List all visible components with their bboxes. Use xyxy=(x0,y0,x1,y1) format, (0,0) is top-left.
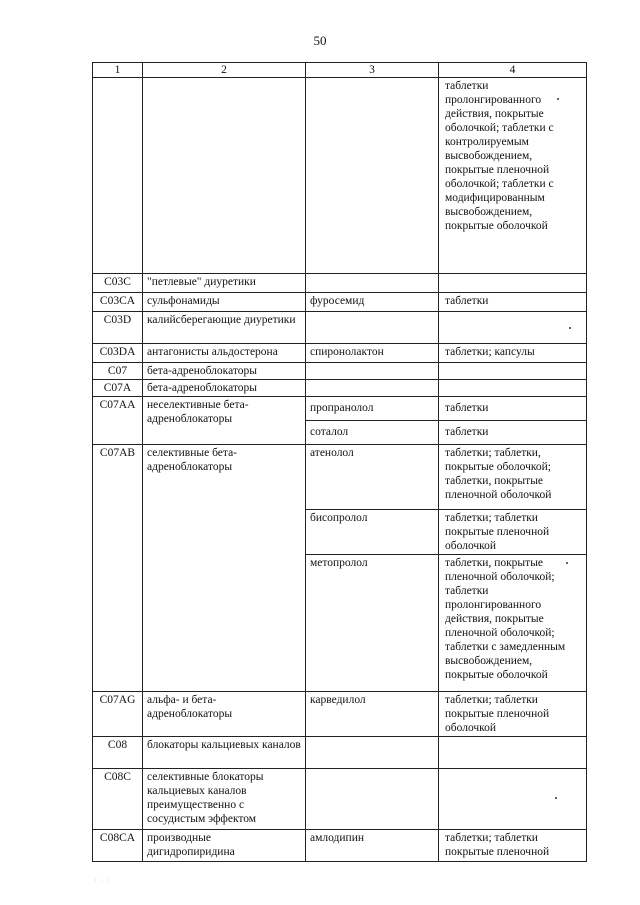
column-header-1: 1 xyxy=(93,63,143,78)
dosage-form-cell xyxy=(439,363,587,380)
dosage-form-cell xyxy=(439,312,587,344)
table-row-c07a xyxy=(93,380,587,397)
column-header-2: 2 xyxy=(143,63,306,78)
group-cell: бета-адреноблокаторы xyxy=(143,363,306,380)
column-header-4: 4 xyxy=(439,63,587,78)
drug-cell xyxy=(306,737,439,769)
drug-cell: пропранолол xyxy=(306,397,439,421)
table-row-c08 xyxy=(93,737,587,769)
drug-cell xyxy=(306,274,439,293)
atc-code-cell: C07AA xyxy=(93,397,143,445)
dosage-form-cell: таблетки; таблетки покрытые пленочной xyxy=(439,830,587,862)
group-cell: калийсберегающие диуретики xyxy=(143,312,306,344)
table-row-c07ag xyxy=(93,692,587,737)
page-number: 50 xyxy=(313,33,327,48)
atc-code-cell: C08C xyxy=(93,769,143,830)
group-cell: производные дигидропиридина xyxy=(143,830,306,862)
dosage-form-cell xyxy=(439,769,587,830)
dosage-form-cell: таблетки, покрытые пленочной оболочкой; таблетки пролонгированного действия, покрытые пленочной оболочкой; таблетки с замедленным высвобождением, покрытые оболочкой xyxy=(439,555,587,692)
drug-cell: соталол xyxy=(306,421,439,445)
scan-speck xyxy=(566,562,568,564)
column-header-3: 3 xyxy=(306,63,439,78)
drug-cell xyxy=(306,363,439,380)
drug-cell xyxy=(306,380,439,397)
atc-code-cell: C07AG xyxy=(93,692,143,737)
table-row-c03d xyxy=(93,312,587,344)
medication-table xyxy=(92,62,587,862)
group-cell: "петлевые" диуретики xyxy=(143,274,306,293)
atc-code-cell: C07A xyxy=(93,380,143,397)
scan-artifact-mark: · · · xyxy=(94,876,111,885)
drug-cell: фуросемид xyxy=(306,293,439,312)
atc-code-cell: C03DA xyxy=(93,344,143,363)
drug-cell: атенолол xyxy=(306,445,439,510)
group-cell xyxy=(143,78,306,274)
dosage-form-cell: таблетки xyxy=(439,421,587,445)
header-row xyxy=(93,63,587,78)
atc-code-cell xyxy=(93,78,143,274)
atc-code-cell: C08 xyxy=(93,737,143,769)
dosage-form-cell: таблетки пролонгированного действия, покрытые оболочкой; таблетки с контролируемым высвобождением, покрытые пленочной оболочкой; таблетки с модифицированным высвобождением, покрытые оболочкой xyxy=(439,78,587,274)
atc-code-cell: C03CA xyxy=(93,293,143,312)
table-row-c07 xyxy=(93,363,587,380)
group-cell: селективные бета-адреноблокаторы xyxy=(143,445,306,692)
atc-code-cell: C08CA xyxy=(93,830,143,862)
dosage-form-cell: таблетки xyxy=(439,293,587,312)
group-cell: альфа- и бета-адреноблокаторы xyxy=(143,692,306,737)
dosage-form-cell xyxy=(439,380,587,397)
dosage-form-cell: таблетки xyxy=(439,397,587,421)
drug-cell xyxy=(306,769,439,830)
drug-cell: карведилол xyxy=(306,692,439,737)
atc-code-cell: C07 xyxy=(93,363,143,380)
group-cell: бета-адреноблокаторы xyxy=(143,380,306,397)
drug-cell: бисопролол xyxy=(306,510,439,555)
dosage-form-cell: таблетки; капсулы xyxy=(439,344,587,363)
dosage-form-cell: таблетки; таблетки покрытые пленочной оболочкой xyxy=(439,692,587,737)
group-cell: антагонисты альдостерона xyxy=(143,344,306,363)
atc-code-cell: C03C xyxy=(93,274,143,293)
table-row-continuation xyxy=(93,78,587,274)
dosage-form-cell xyxy=(439,737,587,769)
table-row-c03c xyxy=(93,274,587,293)
table-row-c08ca xyxy=(93,830,587,862)
dosage-form-cell: таблетки; таблетки, покрытые оболочкой; таблетки, покрытые пленочной оболочкой xyxy=(439,445,587,510)
table-row-c03da xyxy=(93,344,587,363)
scan-speck xyxy=(569,327,571,329)
scan-speck xyxy=(557,98,559,100)
table-row-c08c xyxy=(93,769,587,830)
drug-cell xyxy=(306,312,439,344)
group-cell: блокаторы кальциевых каналов xyxy=(143,737,306,769)
group-cell: неселективные бета-адреноблокаторы xyxy=(143,397,306,445)
drug-cell: метопролол xyxy=(306,555,439,692)
dosage-form-cell xyxy=(439,274,587,293)
dosage-form-cell: таблетки; таблетки покрытые пленочной оболочкой xyxy=(439,510,587,555)
drug-cell: амлодипин xyxy=(306,830,439,862)
drug-cell: спиронолактон xyxy=(306,344,439,363)
scan-speck xyxy=(555,797,557,799)
group-cell: селективные блокаторы кальциевых каналов преимущественно с сосудистым эффектом xyxy=(143,769,306,830)
drug-cell xyxy=(306,78,439,274)
group-cell: сульфонамиды xyxy=(143,293,306,312)
table-row-c07aa xyxy=(93,397,587,421)
atc-code-cell: C07AB xyxy=(93,445,143,692)
table-row-c07ab xyxy=(93,445,587,510)
table-row-c03ca xyxy=(93,293,587,312)
atc-code-cell: C03D xyxy=(93,312,143,344)
